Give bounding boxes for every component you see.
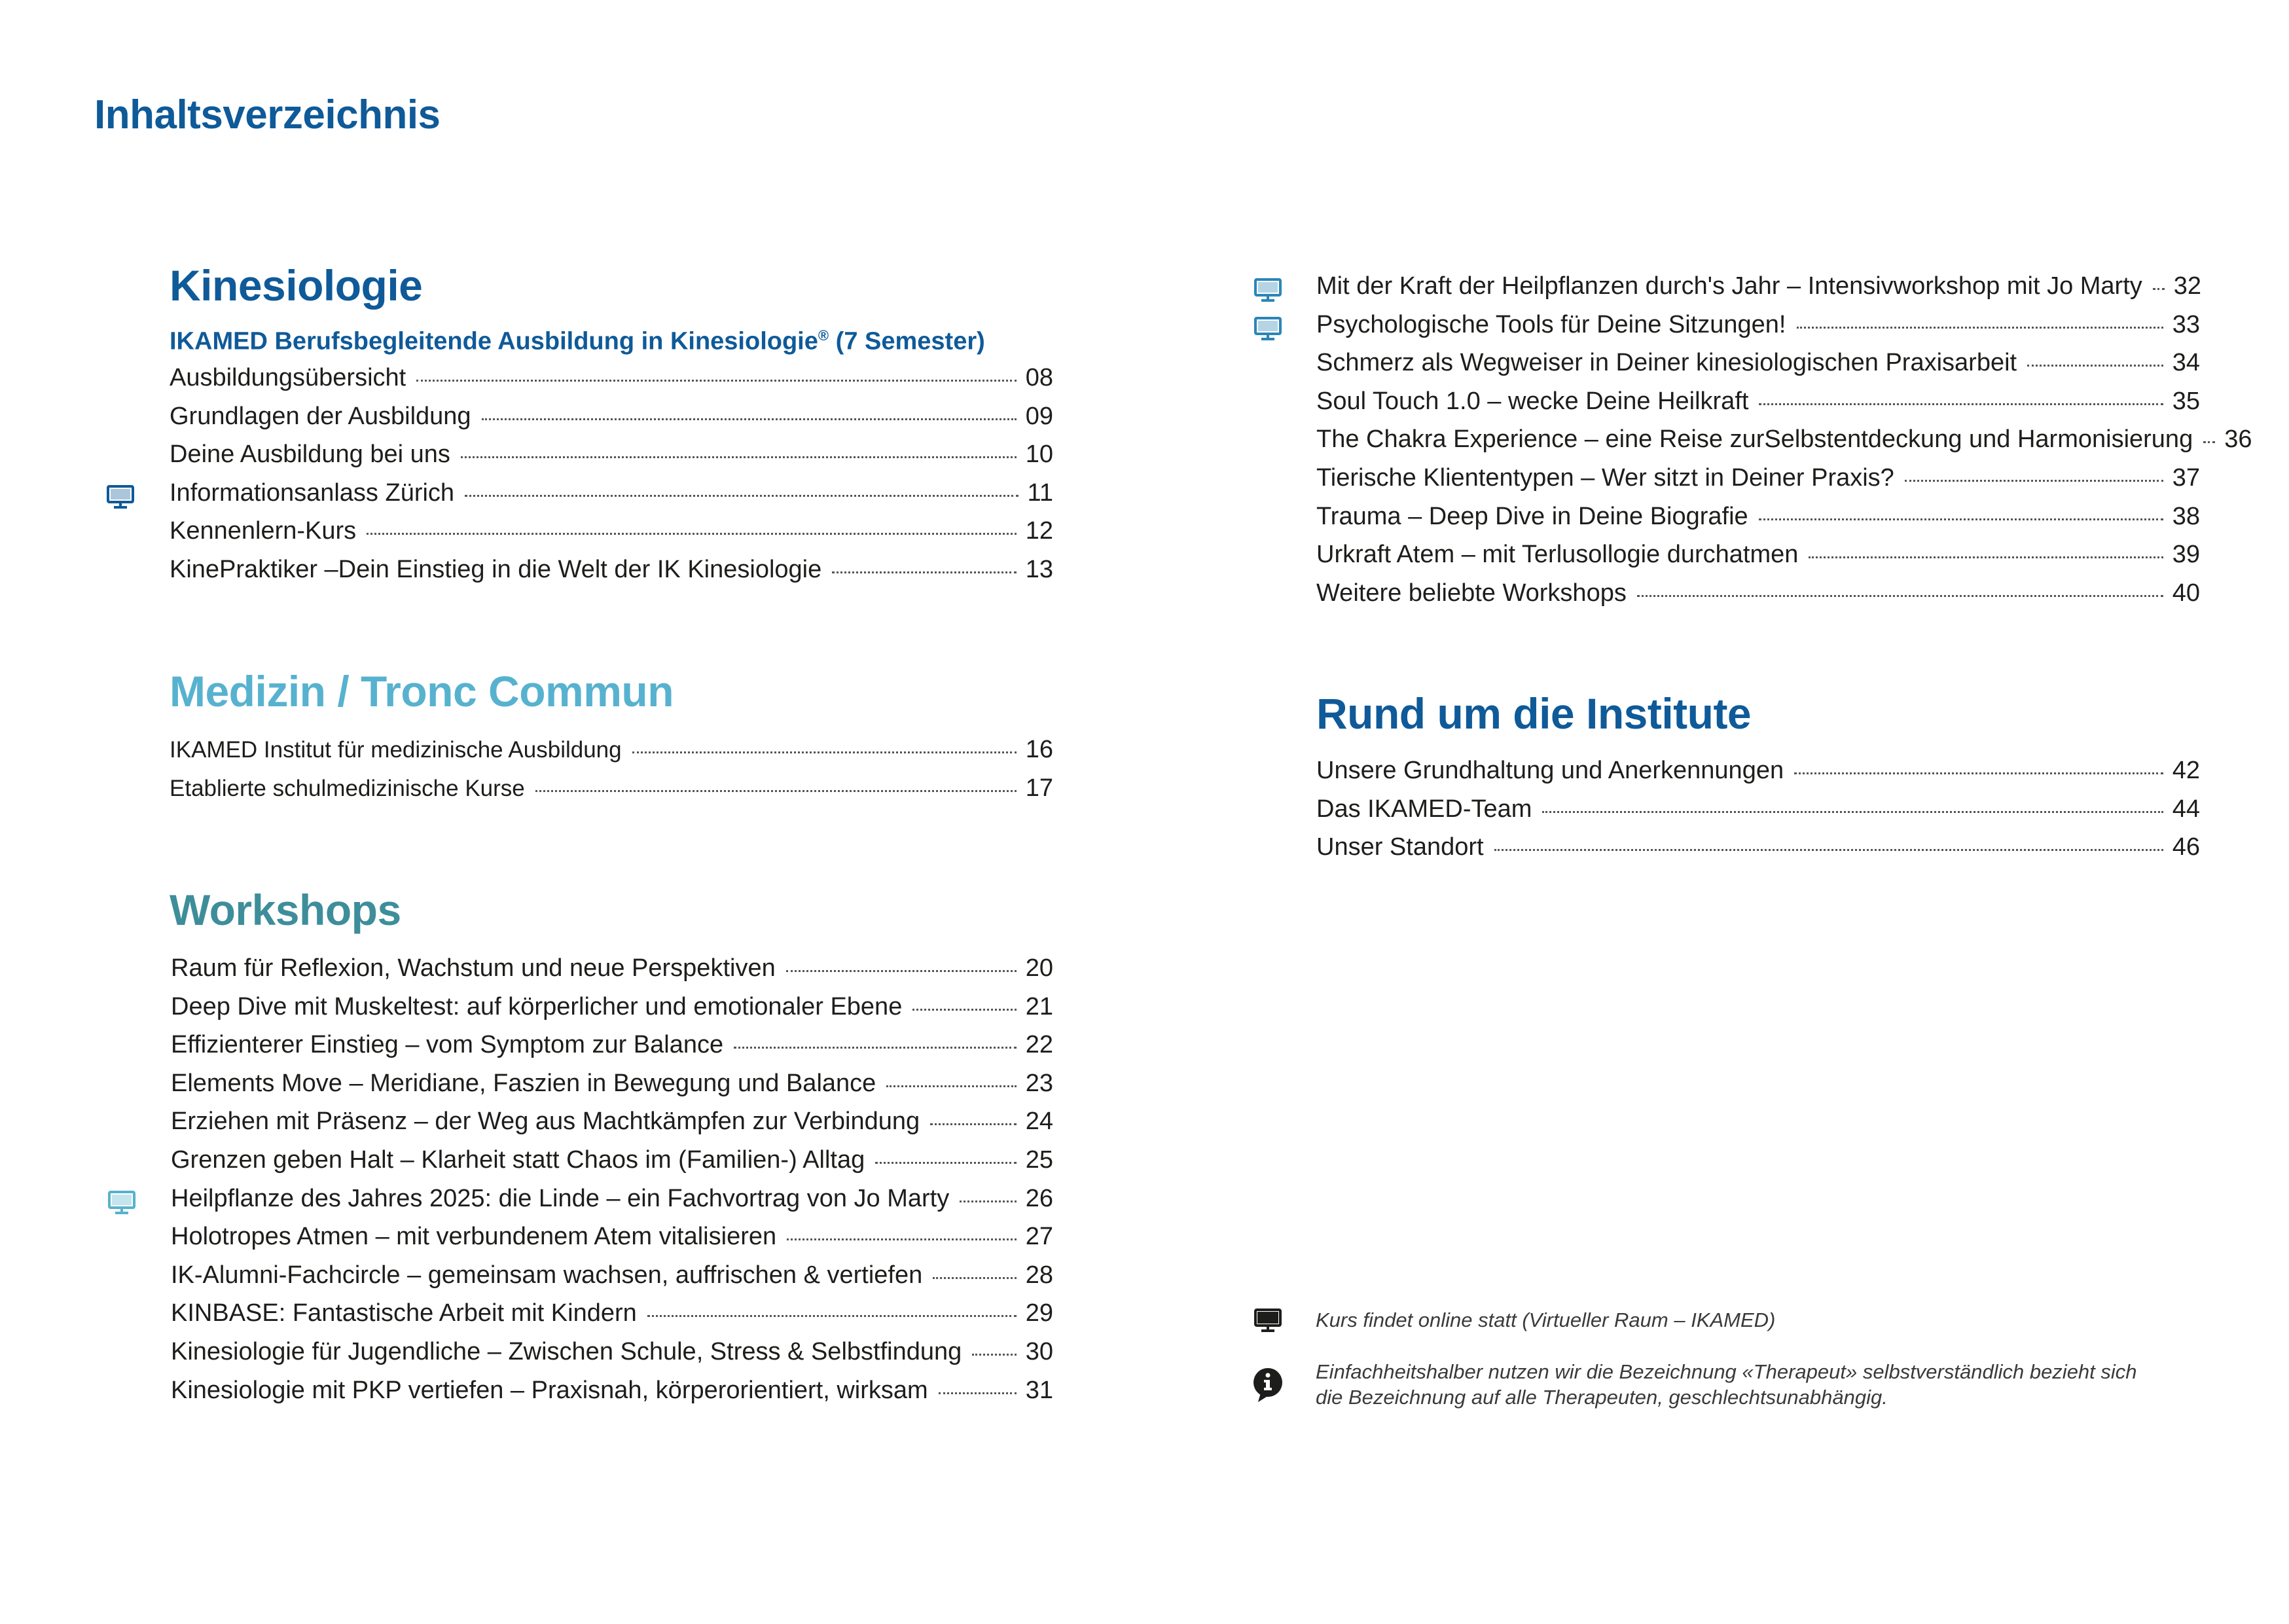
dot-leader xyxy=(1759,518,2163,520)
toc-entry[interactable] xyxy=(171,1108,1053,1146)
dot-leader xyxy=(875,1162,1016,1164)
info-note-line-1: Einfachheitshalber nutzen wir die Bezeichnung «Therapeut» selbstverständlich bezieht sich xyxy=(1316,1360,2137,1383)
toc-entry[interactable] xyxy=(170,556,1053,594)
monitor-icon xyxy=(106,484,135,511)
monitor-icon xyxy=(1253,1308,1282,1334)
dot-leader xyxy=(482,418,1017,420)
toc-entry-title: Unser Standort xyxy=(1316,833,1484,861)
section-title-workshops: Workshops xyxy=(170,886,401,934)
toc-entry-title: Tierische Kliententypen – Wer sitzt in Deiner Praxis? xyxy=(1316,464,1894,492)
toc-entry-title: Psychologische Tools für Deine Sitzungen! xyxy=(1316,310,1786,338)
toc-entry-page: 31 xyxy=(1025,1376,1053,1404)
toc-entry-page: 30 xyxy=(1025,1338,1053,1365)
toc-entry-page: 16 xyxy=(1025,736,1053,763)
toc-entry-title: Mit der Kraft der Heilpflanzen durch's Jahr – Intensivworkshop mit Jo Marty xyxy=(1316,272,2142,300)
info-icon xyxy=(1252,1367,1284,1403)
toc-entry-page: 35 xyxy=(2172,387,2200,415)
toc-entry[interactable] xyxy=(1316,272,2200,310)
toc-entry-page: 17 xyxy=(1025,774,1053,802)
toc-entry-page: 09 xyxy=(1025,402,1053,430)
dot-leader xyxy=(416,380,1016,382)
kinesiologie-subheading: IKAMED Berufsbegleitende Ausbildung in Kinesiologie® (7 Semester) xyxy=(170,327,985,355)
toc-entry-title: Trauma – Deep Dive in Deine Biografie xyxy=(1316,502,1748,530)
toc-entry-title: IK-Alumni-Fachcircle – gemeinsam wachsen, auffrischen & vertiefen xyxy=(171,1261,923,1289)
toc-entry-title: Weitere beliebte Workshops xyxy=(1316,579,1627,607)
toc-entry-page: 37 xyxy=(2172,464,2200,492)
dot-leader xyxy=(461,456,1017,458)
dot-leader xyxy=(1494,849,2163,851)
toc-entry-title: Deine Ausbildung bei uns xyxy=(170,441,450,469)
dot-leader xyxy=(972,1354,1016,1356)
toc-entry[interactable] xyxy=(1316,833,2200,871)
toc-entry[interactable] xyxy=(1316,349,2200,387)
dot-leader xyxy=(632,751,1017,753)
toc-entry[interactable] xyxy=(170,517,1053,555)
toc-entry[interactable] xyxy=(1316,795,2200,833)
toc-entry-title: Unsere Grundhaltung und Anerkennungen xyxy=(1316,757,1784,784)
dot-leader xyxy=(647,1315,1017,1317)
dot-leader xyxy=(930,1123,1017,1125)
dot-leader xyxy=(2153,288,2165,290)
dot-leader xyxy=(1809,556,2163,558)
toc-entry-page: 44 xyxy=(2172,795,2200,823)
monitor-icon xyxy=(107,1190,136,1216)
toc-entry-page: 32 xyxy=(2173,272,2202,300)
toc-entry-title: Grundlagen der Ausbildung xyxy=(170,402,471,430)
toc-entry-page: 08 xyxy=(1025,364,1053,391)
dot-leader xyxy=(1905,480,2163,482)
toc-entry[interactable] xyxy=(171,1261,1053,1299)
toc-entry-page: 42 xyxy=(2172,757,2200,784)
toc-entry-page: 39 xyxy=(2172,541,2200,569)
dot-leader xyxy=(912,1009,1016,1011)
toc-entry-page: 11 xyxy=(1027,478,1053,507)
monitor-icon xyxy=(1253,278,1282,304)
dot-leader xyxy=(1637,595,2163,597)
toc-entry-title: The Chakra Experience – eine Reise zurSelbstentdeckung und Harmonisierung xyxy=(1316,425,2193,454)
toc-entry-title: Informationsanlass Zürich xyxy=(170,478,455,507)
toc-entry-title: KINBASE: Fantastische Arbeit mit Kindern xyxy=(171,1299,637,1327)
toc-entry-title: Kennenlern-Kurs xyxy=(170,517,357,545)
toc-entry-title: Urkraft Atem – mit Terlusollogie durchatmen xyxy=(1316,541,1799,569)
toc-entry-title: Kinesiologie für Jugendliche – Zwischen Schule, Stress & Selbstfindung xyxy=(171,1338,962,1365)
toc-entry-page: 28 xyxy=(1025,1261,1053,1289)
toc-entry[interactable] xyxy=(171,1031,1053,1069)
toc-entry[interactable] xyxy=(1316,425,2252,463)
toc-entry-title: Raum für Reflexion, Wachstum und neue Perspektiven xyxy=(171,954,776,982)
toc-entry[interactable] xyxy=(170,736,1053,774)
dot-leader xyxy=(535,790,1017,792)
toc-entry-title: Elements Move – Meridiane, Faszien in Bewegung und Balance xyxy=(171,1069,876,1097)
toc-entry-page: 27 xyxy=(1025,1223,1053,1251)
toc-entry[interactable] xyxy=(171,1070,1053,1108)
dot-leader xyxy=(832,571,1016,573)
toc-entry-page: 21 xyxy=(1025,992,1053,1020)
dot-leader xyxy=(2203,441,2215,443)
toc-entry[interactable] xyxy=(170,479,1053,517)
online-note: Kurs findet online statt (Virtueller Raum – IKAMED) xyxy=(1316,1308,1776,1331)
toc-entry-page: 25 xyxy=(1025,1146,1053,1174)
toc-entry[interactable] xyxy=(171,993,1053,1031)
toc-entry-page: 40 xyxy=(2172,579,2200,607)
toc-entry-page: 24 xyxy=(1025,1108,1053,1136)
toc-entry-page: 22 xyxy=(1025,1031,1053,1059)
dot-leader xyxy=(1797,327,2163,329)
toc-entry-title: Kinesiologie mit PKP vertiefen – Praxisnah, körperorientiert, wirksam xyxy=(171,1376,928,1404)
toc-entry[interactable] xyxy=(171,1299,1053,1337)
section-title-medizin: Medizin / Tronc Commun xyxy=(170,667,674,715)
toc-entry-page: 13 xyxy=(1025,556,1053,583)
section-title-kinesiologie: Kinesiologie xyxy=(170,261,423,310)
toc-entry-page: 26 xyxy=(1025,1184,1053,1212)
toc-entry-page: 29 xyxy=(1025,1299,1053,1327)
toc-entry[interactable] xyxy=(1316,541,2200,579)
toc-entry-title: Holotropes Atmen – mit verbundenem Atem vitalisieren xyxy=(171,1223,777,1251)
toc-entry-page: 23 xyxy=(1025,1069,1053,1097)
toc-entry[interactable] xyxy=(170,774,1053,812)
dot-leader xyxy=(734,1047,1017,1049)
toc-entry-page: 38 xyxy=(2172,502,2200,530)
toc-entry[interactable] xyxy=(171,1223,1053,1261)
toc-entry[interactable] xyxy=(171,954,1053,992)
dot-leader xyxy=(933,1277,1016,1279)
toc-entry-page: 36 xyxy=(2224,425,2252,454)
toc-entry[interactable] xyxy=(170,441,1053,478)
toc-entry-page: 12 xyxy=(1025,517,1053,545)
toc-entry-title: Effizienterer Einstieg – vom Symptom zur Balance xyxy=(171,1031,724,1059)
toc-entry-title: Etablierte schulmedizinische Kurse xyxy=(170,775,525,801)
toc-entry-title: Heilpflanze des Jahres 2025: die Linde – ein Fachvortrag von Jo Marty xyxy=(171,1184,950,1212)
toc-entry[interactable] xyxy=(171,1185,1053,1223)
toc-entry[interactable] xyxy=(1316,579,2200,617)
dot-leader xyxy=(2027,365,2163,367)
toc-entry[interactable] xyxy=(1316,388,2200,425)
dot-leader xyxy=(786,970,1017,972)
toc-entry[interactable] xyxy=(1316,464,2200,502)
monitor-icon xyxy=(1253,316,1282,342)
toc-entry-title: Erziehen mit Präsenz – der Weg aus Machtkämpfen zur Verbindung xyxy=(171,1108,920,1136)
dot-leader xyxy=(886,1085,1016,1087)
dot-leader xyxy=(367,533,1017,535)
toc-entry-title: Das IKAMED-Team xyxy=(1316,795,1532,823)
toc-entry[interactable] xyxy=(171,1377,1053,1415)
toc-entry[interactable] xyxy=(1316,503,2200,541)
toc-entry-page: 10 xyxy=(1025,441,1053,469)
info-note-line-2: die Bezeichnung auf alle Therapeuten, geschlechtsunabhängig. xyxy=(1316,1386,1888,1409)
dot-leader xyxy=(787,1238,1017,1240)
dot-leader xyxy=(1794,772,2163,774)
page-title: Inhaltsverzeichnis xyxy=(94,92,441,137)
toc-entry-title: Ausbildungsübersicht xyxy=(170,364,406,391)
toc-entry[interactable] xyxy=(171,1338,1053,1376)
toc-entry-page: 46 xyxy=(2172,833,2200,861)
toc-entry[interactable] xyxy=(170,403,1053,441)
toc-entry-page: 34 xyxy=(2172,349,2200,377)
dot-leader xyxy=(465,495,1018,497)
toc-entry-title: Grenzen geben Halt – Klarheit statt Chaos im (Familien-) Alltag xyxy=(171,1146,865,1174)
dot-leader xyxy=(1759,403,2163,405)
toc-entry[interactable] xyxy=(1316,311,2200,349)
toc-entry[interactable] xyxy=(171,1146,1053,1184)
toc-entry[interactable] xyxy=(1316,757,2200,795)
toc-entry-title: Soul Touch 1.0 – wecke Deine Heilkraft xyxy=(1316,387,1749,415)
dot-leader xyxy=(1542,811,2163,813)
toc-entry-title: KinePraktiker –Dein Einstieg in die Welt der IK Kinesiologie xyxy=(170,556,822,583)
toc-entry-page: 33 xyxy=(2172,310,2200,338)
dot-leader xyxy=(939,1392,1017,1394)
dot-leader xyxy=(960,1200,1016,1202)
toc-entry-title: Schmerz als Wegweiser in Deiner kinesiologischen Praxisarbeit xyxy=(1316,349,2017,377)
toc-entry-title: IKAMED Institut für medizinische Ausbildung xyxy=(170,737,622,763)
toc-entry-page: 20 xyxy=(1025,954,1053,982)
toc-entry-title: Deep Dive mit Muskeltest: auf körperlicher und emotionaler Ebene xyxy=(171,992,903,1020)
toc-entry[interactable] xyxy=(170,364,1053,402)
section-title-institute: Rund um die Institute xyxy=(1316,689,1752,738)
